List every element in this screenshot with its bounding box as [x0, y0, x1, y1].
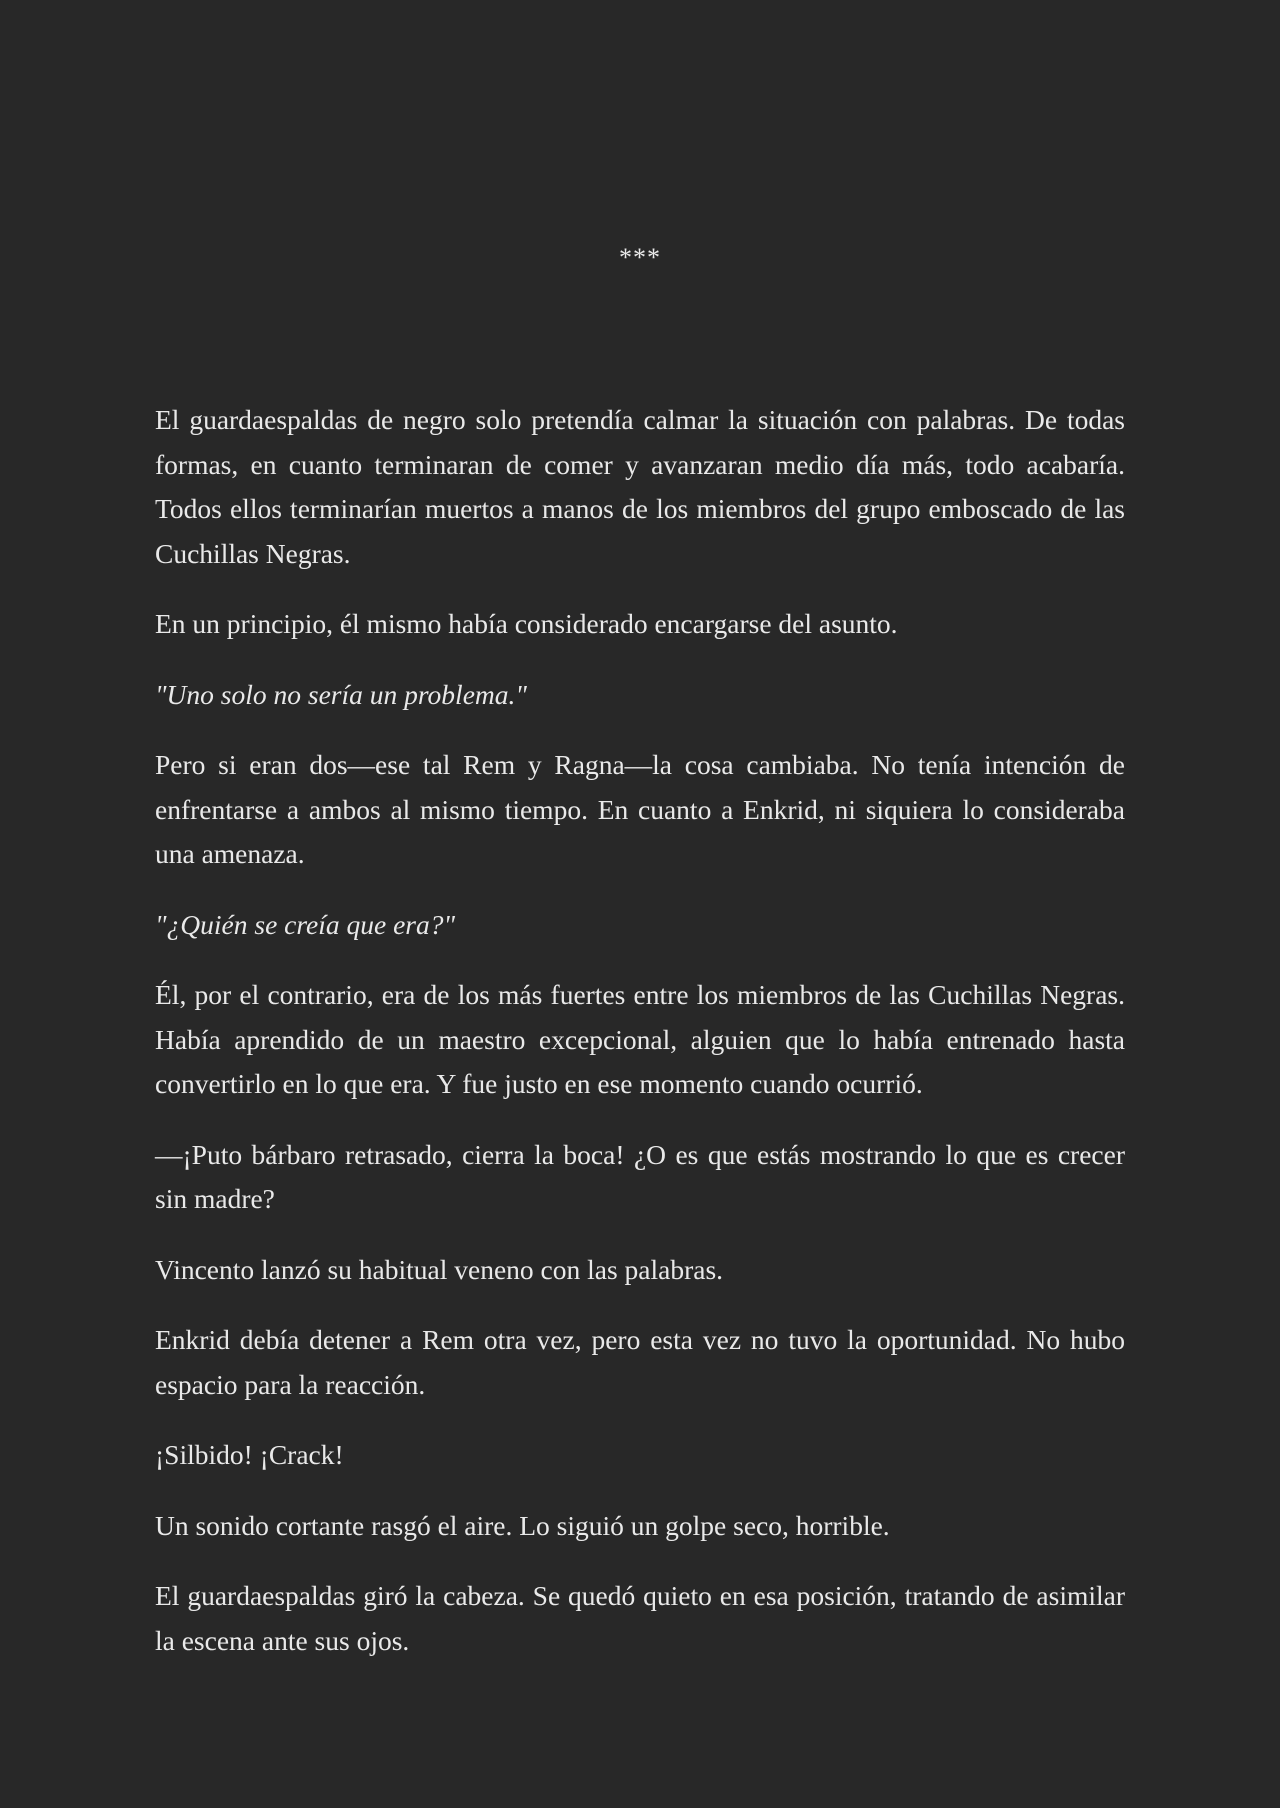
paragraph: El guardaespaldas de negro solo pretendía calmar la situación con palabras. De todas formas, en cuanto terminaran de comer y avanzaran medio día más, todo acabaría. Todos ellos terminarían muertos a manos de los miembros del grupo emboscado de las Cuchillas Negras.	[155, 404, 1125, 569]
dialogue-paragraph: —¡Puto bárbaro retrasado, cierra la boca! ¿O es que estás mostrando lo que es crecer sin madre?	[155, 1138, 1125, 1214]
chapter-text	[155, 398, 1125, 1689]
paragraph: Enkrid debía detener a Rem otra vez, pero esta vez no tuvo la oportunidad. No hubo espacio para la reacción.	[155, 1324, 1125, 1400]
thought-paragraph: "¿Quién se creía que era?"	[155, 908, 456, 940]
paragraph: En un principio, él mismo había considerado encargarse del asunto.	[155, 608, 898, 639]
paragraph: Un sonido cortante rasgó el aire. Lo siguió un golpe seco, horrible.	[155, 1509, 890, 1541]
scene-separator: ***	[619, 243, 661, 272]
paragraph: El guardaespaldas giró la cabeza. Se quedó quieto en esa posición, tratando de asimilar la escena ante sus ojos.	[155, 1580, 1125, 1656]
sound-effect-paragraph: ¡Silbido! ¡Crack!	[155, 1439, 344, 1470]
thought-paragraph: "Uno solo no sería un problema."	[155, 678, 527, 710]
paragraph: Pero si eran dos—ese tal Rem y Ragna—la cosa cambiaba. No tenía intención de enfrentarse a ambos al mismo tiempo. En cuanto a Enkrid, ni siquiera lo consideraba una amenaza.	[155, 749, 1125, 869]
paragraph: Él, por el contrario, era de los más fuertes entre los miembros de las Cuchillas Negras. Había aprendido de un maestro excepcional, alguien que lo había entrenado hasta convertirlo en lo que era. Y fue justo en ese momento cuando ocurrió.	[155, 979, 1125, 1099]
paragraph: Vincento lanzó su habitual veneno con las palabras.	[155, 1253, 724, 1285]
